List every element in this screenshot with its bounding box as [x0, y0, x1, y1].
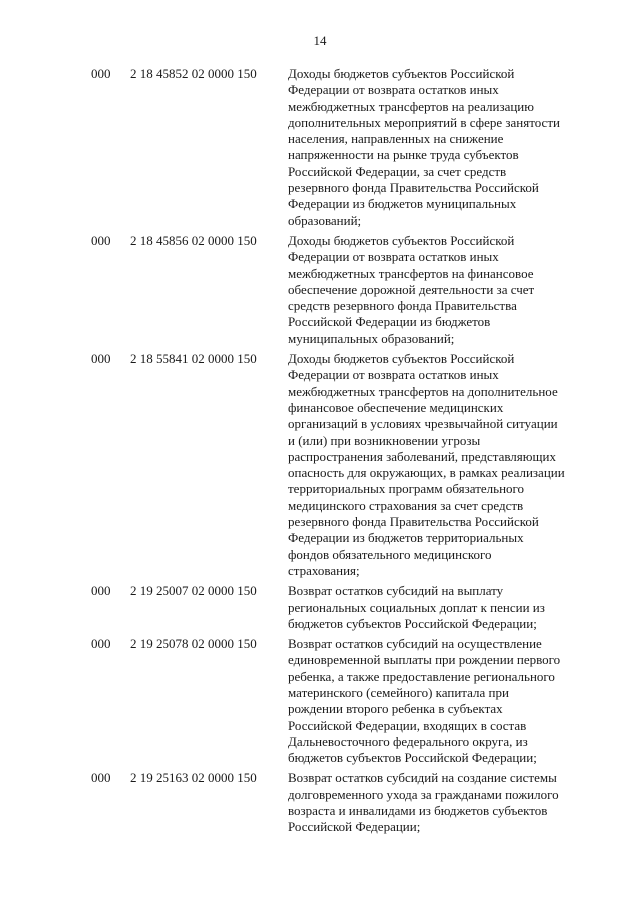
description-line: бюджетов субъектов Российской Федерации; — [288, 615, 537, 631]
admin-code: 000 — [91, 66, 111, 81]
budget-classification-code: 2 18 45852 02 0000 150 — [130, 66, 257, 81]
description-line: населения, направленных на снижение — [288, 131, 504, 147]
description-line: Федерации от возврата остатков иных — [288, 82, 499, 98]
description-line: долговременного ухода за гражданами пожилого — [288, 786, 559, 802]
description — [288, 636, 598, 766]
description — [288, 351, 598, 579]
description-line: Российской Федерации, за счет средств — [288, 163, 507, 179]
list-item — [0, 770, 640, 835]
description — [288, 233, 598, 347]
description-line: резервного фонда Правительства Российской — [288, 514, 539, 530]
description-line: страхования; — [288, 562, 360, 578]
description-line: межбюджетных трансфертов на реализацию — [288, 98, 534, 114]
description-line: Федерации из бюджетов территориальных — [288, 530, 524, 546]
description-line: единовременной выплаты при рождении первого — [288, 652, 561, 668]
description-line: муниципальных образований; — [288, 330, 455, 346]
list-item — [0, 636, 640, 766]
description-line: Российской Федерации из бюджетов — [288, 314, 491, 330]
list-item — [0, 66, 640, 229]
budget-classification-code: 2 19 25163 02 0000 150 — [130, 770, 257, 786]
description-line: межбюджетных трансфертов на финансовое — [288, 265, 534, 281]
list-item — [0, 233, 640, 347]
description-line: финансовое обеспечение медицинских — [288, 399, 504, 415]
admin-code: 000 — [91, 351, 111, 367]
admin-code: 000 — [91, 583, 111, 599]
description-line: Дальневосточного федерального округа, из — [288, 733, 528, 749]
description-line: обеспечение дорожной деятельности за счет — [288, 281, 535, 297]
description-line: Федерации от возврата остатков иных — [288, 367, 499, 383]
admin-code: 000 — [91, 770, 111, 786]
description-line: Доходы бюджетов субъектов Российской — [288, 351, 515, 367]
description-line: региональных социальных доплат к пенсии из — [288, 599, 545, 615]
description-line: межбюджетных трансфертов на дополнительное — [288, 383, 558, 399]
budget-classification-code: 2 19 25078 02 0000 150 — [130, 636, 257, 652]
description-line: Доходы бюджетов субъектов Российской — [288, 232, 515, 248]
description-line: Российской Федерации; — [288, 819, 421, 835]
description-line: ребенка, а также предоставление регионального — [288, 668, 555, 684]
description-line: Федерации из бюджетов муниципальных — [288, 196, 517, 212]
description-line: резервного фонда Правительства Российской — [288, 180, 539, 196]
description-line: средств резервного фонда Правительства — [288, 298, 517, 314]
list-item — [0, 351, 640, 579]
description-line: фондов обязательного медицинского — [288, 546, 492, 562]
admin-code: 000 — [91, 232, 111, 248]
description-line: напряженности на рынке труда субъектов — [288, 147, 519, 163]
budget-code-list — [0, 66, 640, 840]
description-line: и (или) при возникновении угрозы — [288, 432, 481, 448]
description-line: Возврат остатков субсидий на выплату — [288, 583, 504, 599]
description-line: медицинского страхования за счет средств — [288, 497, 524, 513]
description — [288, 66, 598, 229]
budget-classification-code: 2 18 45856 02 0000 150 — [130, 232, 257, 248]
page-number: 14 — [313, 33, 327, 48]
description-line: Доходы бюджетов субъектов Российской — [288, 66, 515, 81]
description-line: распространения заболеваний, представляющих — [288, 448, 556, 464]
list-item — [0, 583, 640, 632]
budget-classification-code: 2 19 25007 02 0000 150 — [130, 583, 257, 599]
description-line: материнского (семейного) капитала при — [288, 684, 509, 700]
description-line: Возврат остатков субсидий на осуществление — [288, 636, 542, 652]
description-line: бюджетов субъектов Российской Федерации; — [288, 750, 537, 766]
description-line: опасность для окружающих, в рамках реализации — [288, 465, 565, 481]
description-line: образований; — [288, 212, 362, 228]
description-line: возраста и инвалидами из бюджетов субъектов — [288, 803, 548, 819]
description-line: рождении второго ребенка в субъектах — [288, 701, 503, 717]
description-line: организаций в условиях чрезвычайной ситуации — [288, 416, 558, 432]
description-line: дополнительных мероприятий в сфере занятости — [288, 114, 560, 130]
description-line: Федерации от возврата остатков иных — [288, 249, 499, 265]
description — [288, 770, 598, 835]
description — [288, 583, 598, 632]
description-line: Возврат остатков субсидий на создание системы — [288, 770, 557, 786]
budget-classification-code: 2 18 55841 02 0000 150 — [130, 351, 257, 367]
description-line: Российской Федерации, входящих в состав — [288, 717, 527, 733]
description-line: территориальных программ обязательного — [288, 481, 525, 497]
admin-code: 000 — [91, 636, 111, 652]
